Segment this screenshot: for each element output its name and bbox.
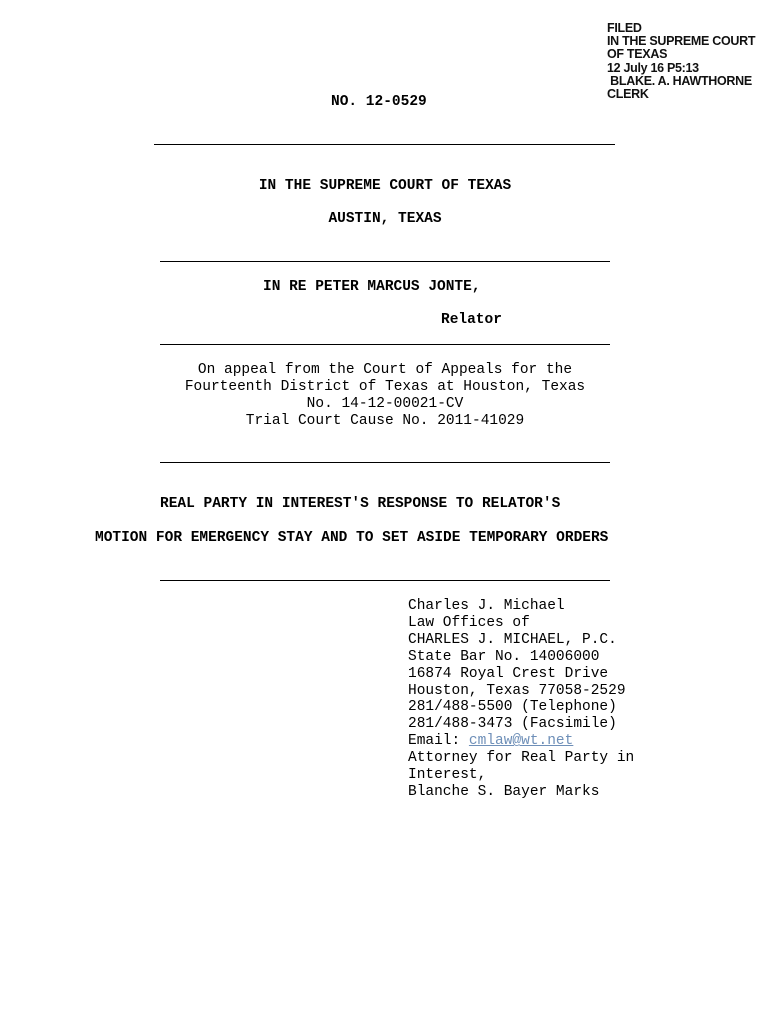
divider-rule: [160, 261, 610, 262]
signature-line: State Bar No. 14006000: [408, 648, 600, 665]
signature-line: 281/488-5500 (Telephone): [408, 699, 617, 716]
signature-line: Houston, Texas 77058-2529: [408, 682, 626, 699]
divider-rule: [160, 344, 610, 345]
stamp-line: IN THE SUPREME COURT: [607, 34, 756, 49]
stamp-line: CLERK: [607, 87, 649, 102]
stamp-line: OF TEXAS: [607, 47, 668, 62]
caption-role: Relator: [441, 312, 502, 328]
appeal-line: Fourteenth District of Texas at Houston, Texas: [184, 379, 586, 395]
appeal-line: Trial Court Cause No. 2011-41029: [245, 413, 525, 429]
signature-line: 281/488-3473 (Facsimile): [408, 716, 617, 733]
document-title-line2: MOTION FOR EMERGENCY STAY AND TO SET ASIDE TEMPORARY ORDERS: [95, 530, 609, 546]
court-name: IN THE SUPREME COURT OF TEXAS: [258, 178, 512, 194]
document-title-line1: REAL PARTY IN INTEREST'S RESPONSE TO RELATOR'S: [160, 496, 561, 512]
caption-in-re: IN RE PETER MARCUS JONTE,: [263, 279, 481, 295]
divider-rule: [160, 580, 610, 581]
appeal-line: On appeal from the Court of Appeals for the: [197, 362, 573, 378]
signature-line: Charles J. Michael: [408, 598, 565, 614]
signature-line: Attorney for Real Party in: [408, 750, 635, 767]
signature-line: Law Offices of: [408, 614, 530, 631]
case-number: NO. 12-0529: [331, 94, 427, 110]
appeal-line: No. 14-12-00021-CV: [306, 396, 464, 412]
stamp-line: FILED: [607, 21, 642, 35]
court-location: AUSTIN, TEXAS: [328, 211, 442, 227]
signature-block: [408, 598, 634, 801]
appeal-info: [150, 362, 620, 430]
stamp-line: 12 July 16 P5:13: [607, 60, 699, 75]
signature-line: Blanche S. Bayer Marks: [408, 783, 600, 800]
signature-line: 16874 Royal Crest Drive: [408, 665, 609, 682]
email-link[interactable]: cmlaw@wt.net: [468, 733, 574, 750]
divider-rule: [160, 462, 610, 463]
filing-stamp: [607, 22, 755, 101]
signature-line: CHARLES J. MICHAEL, P.C.: [408, 631, 617, 648]
email-line: [408, 733, 634, 750]
email-label: Email:: [408, 733, 469, 750]
divider-rule: [154, 144, 615, 145]
signature-line: Interest,: [408, 767, 487, 784]
stamp-line: BLAKE. A. HAWTHORNE: [607, 73, 752, 88]
